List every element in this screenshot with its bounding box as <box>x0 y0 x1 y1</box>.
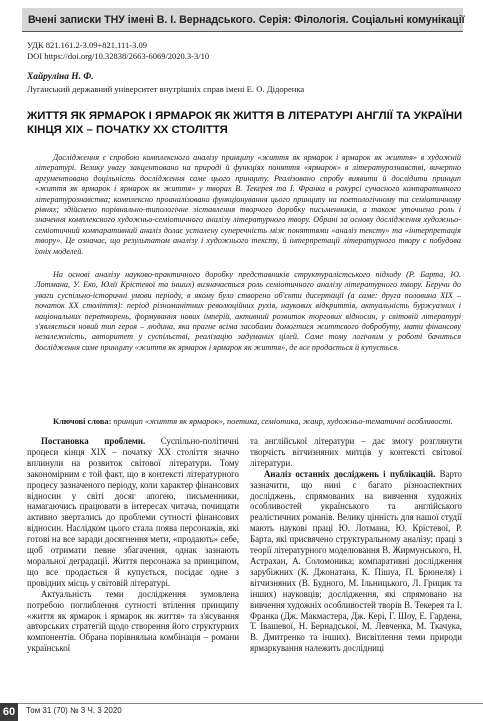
keywords-label: Ключові слова: <box>53 417 112 426</box>
journal-title: Вчені записки ТНУ імені В. І. Вернадського. Серія: Філологія. Соціальні комунікації <box>28 13 465 26</box>
body-column-left <box>27 436 239 654</box>
keywords <box>35 417 461 428</box>
body-column-right <box>250 436 462 654</box>
udk-code: УДК 821.161.2-3.09+821.111-3.09 <box>27 40 147 50</box>
footer-divider <box>18 703 483 704</box>
author-affiliation: Луганський державний університет внутрішніх справ імені Е. О. Дідоренка <box>27 84 305 94</box>
body-paragraph <box>250 469 462 654</box>
abstract-continued <box>35 270 461 353</box>
body-paragraph: Актуальність теми дослідження зумовлена потребою поглиблення сутності втілення принципу «життя як ярмарок і ярмарок як життя» та з'ясування авторських стратегій щодо створення його структурних компонентів. Обрана порівняльна комбінація – романи української <box>27 588 239 654</box>
abstract <box>35 153 461 257</box>
abstract-paragraph-1: Дослідження є спробою комплексного аналізу принципу «життя як ярмарок і ярмарок як життя» в художній літературі. Велику увагу закцентовано на природі й функціях поняття «ярмарок» в літературознавстві, вичерпно аргументовано доцільність дослідження саме цього принципу. Реалізовано спробу виявити й дослідити принцип «життя як ярмарок і ярмарок як життя» у творах В. Текерея та І. Франка в ракурсі сучасного компаративного літературознавства; комплексно проаналізовано функціонування цього принципу на поетологічному та семіотичному рівнях; здійснено порівняльно-типологічне зіставлення творчого доробку письменників, а також уточнено роль і значення комплексного художньо-семіотичного аналізу літературного твору. Обрані за основу дослідження художньо-семіотичний компаративний аналіз долає усталену суперечність між поняттями «аналіз тексту» та «інтерпретація твору». Це означає, що результатом аналізу і художнього тексту, й інтерпретації літературного твору є побудова їхніх моделей. <box>35 153 461 256</box>
section-heading-problem: Постановка проблеми. <box>41 436 146 446</box>
article-title: ЖИТТЯ ЯК ЯРМАРОК І ЯРМАРОК ЯК ЖИТТЯ В ЛІТЕРАТУРІ АНГЛІЇ ТА УКРАЇНИ КІНЦЯ ХІХ – ПОЧАТКУ ХХ СТОЛІТТЯ <box>27 110 463 136</box>
abstract-paragraph-2: На основі аналізу науково-практичного доробку представників структуралістського підходу (Р. Барта, Ю. Лотмана, У. Еко, Юлії Крістевої та інших) визначається роль семіотичного аналізу літературного твору. Беручи до уваги суспільно-історичні умови періоду, в якому було створено об'єкти дисертації (а саме: друга половина ХІХ – початок ХХ століття): період різноманітних революційних рухів, наукових відкриттів, актуальність буржуазних і національних перетворень, формування нових імперій, активний розвиток торгових відносин, у світовій літературі з'являється новий тип героя – людина, яка прагне всіма засобами домогтися життєвого добробуту, мати фінансову незалежність, авторитет у суспільстві, реалізацію задуманих цілей. Саме тому логічним у роботі бачиться дослідження саме принципу «життя як ярмарок і ярмарок як життя», де все продається й купується. <box>35 270 461 352</box>
author-name: Хайруліна Н. Ф. <box>27 72 94 82</box>
journal-header <box>22 8 463 32</box>
keywords-text: принцип «життя як ярмарок», поетика, семіотика, жанр, художньо-тематичні особливості. <box>111 417 453 426</box>
body-text: Суспільно-політичні процеси кінця ХІХ – початку ХХ століття значно вплинули на розвиток світової літератури. Тому закономірним є той факт, що в контексті літературного процесу зазначеного періоду, коли характер фінансових відносин у світі досяг апогею, письменники, намагаючись працювати в інтересах читача, почищати активно звертались до проблеми сутності фінансових відносин. Наслідком цього стала поява персонажів, які готові на все заради досягнення мети, «продають» себе, щоб отримати певне збагачення, однак зазнають моральної деградації. Життя персонажа за принципом, що все продається й купується, посідає одне з провідних місць у світовій літературі. <box>27 436 239 588</box>
page-footer <box>0 703 483 721</box>
issue-info: Том 31 (70) № 3 Ч. 3 2020 <box>26 706 122 715</box>
doi-link[interactable]: DOI https://doi.org/10.32838/2663-6069/2020.3-3/10 <box>27 51 210 61</box>
body-paragraph <box>27 436 239 589</box>
section-heading-analysis: Аналіз останніх досліджень і публікацій. <box>264 468 436 479</box>
body-paragraph: та англійської літератури – дає змогу розглянути творчість вітчизняних митців у контексті світової літератури. <box>250 436 462 468</box>
body-text: Варто зазначити, що нині є багато різноаспектних досліджень, спрямованих на вивчення художніх особливостей українського та англійського реалістичних романів. Велику цінність для нашої студії мають наукові праці Ю. Лотмана, Ю. Крістевої, Р. Барта, які присвячено структуральному аналізу; праці з теорії літературного моделювання В. Жирмунського, Н. Астрахан, А. Соломоника; компаративні дослідження зарубіжних (К. Джонатана, К. Пішуа, П. Брюнеля) і вітчизняних (В. Будного, М. Ільницького, Л. Грицик та інших) науковців; дослідження, які спрямовано на вивчення художніх особливостей творів В. Текерея та І. Франка (Дж. Макмастера, Дж. Кері, Г. Шоу, Е. Гардена, Т. Івашевої, Н. Бернадської, М. Левченка, М. Ткачука, В. Дмитренко та інших). Висвітлення теми природи ярмаркування належить дослідниці <box>250 468 462 654</box>
page-number: 60 <box>0 703 18 721</box>
